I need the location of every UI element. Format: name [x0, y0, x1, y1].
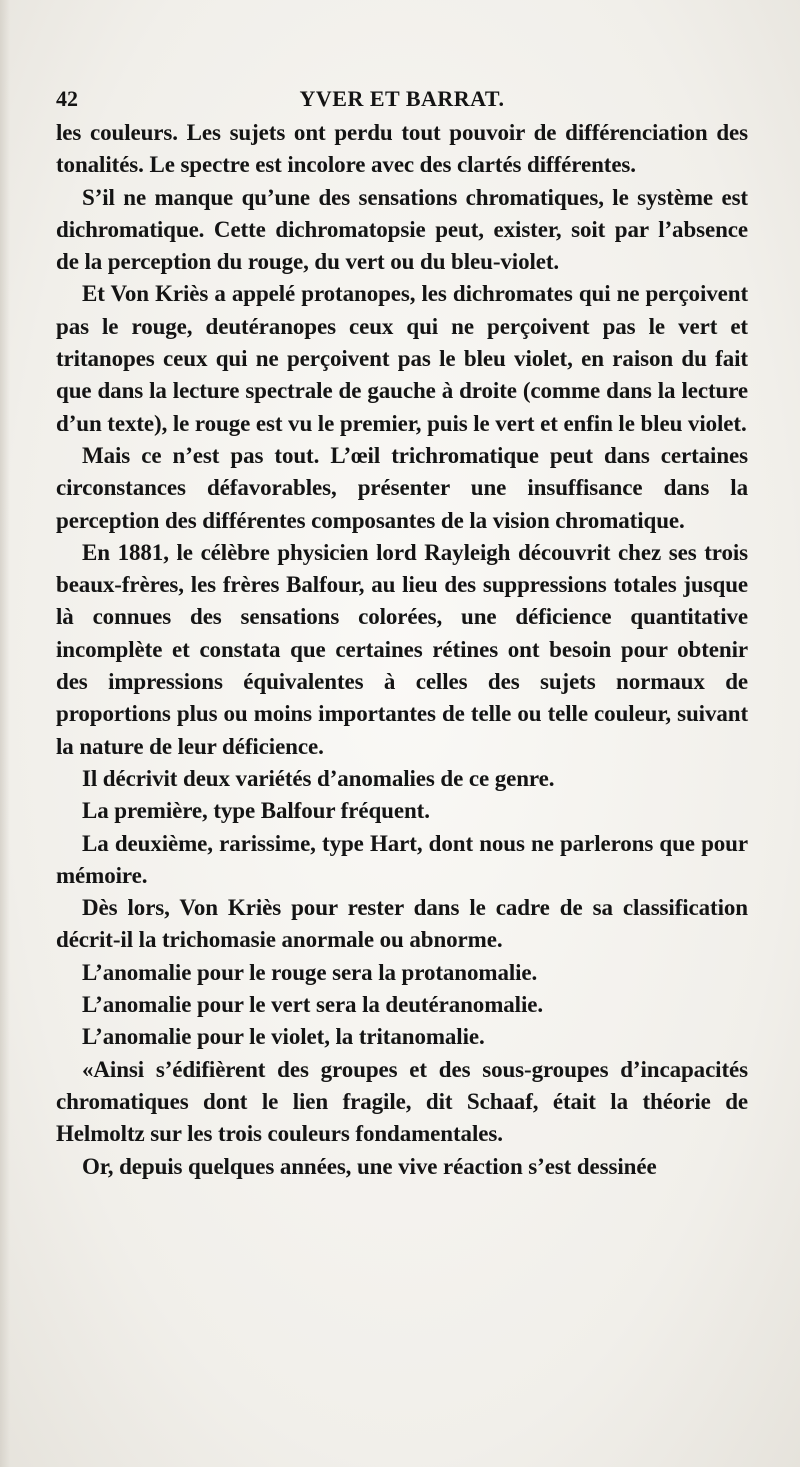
- paragraph: Mais ce n’est pas tout. L’œil trichromatique peut dans certaines circonstances défavorables, présenter une insuffisance dans la perception des différentes composantes de la vision chromatique.: [56, 442, 748, 533]
- page-number: 42: [56, 86, 78, 111]
- paragraph: L’anomalie pour le violet, la tritanomalie.: [82, 1024, 485, 1050]
- running-title: YVER ET BARRAT.: [299, 86, 505, 111]
- paragraph: L’anomalie pour le vert sera la deutéranomalie.: [82, 992, 543, 1018]
- body-text: [56, 117, 748, 1183]
- page-header: [56, 82, 748, 116]
- paragraph: Il décrivit deux variétés d’anomalies de ce genre.: [82, 765, 555, 791]
- paragraph: Dès lors, Von Kriès pour rester dans le cadre de sa classification décrit-il la trichomasie anormale ou abnorme.: [56, 895, 748, 953]
- paragraph: L’anomalie pour le rouge sera la protanomalie.: [82, 959, 538, 985]
- paragraph: S’il ne manque qu’une des sensations chromatiques, le système est dichromatique. Cette dichromatopsie peut, exister, soit par l’absence de la perception du rouge, du vert ou du bleu-violet.: [56, 184, 748, 275]
- paragraph: Or, depuis quelques années, une vive réaction s’est dessinée: [82, 1153, 657, 1179]
- paragraph: La première, type Balfour fréquent.: [82, 798, 430, 824]
- paragraph: Et Von Kriès a appelé protanopes, les dichromates qui ne perçoivent pas le rouge, deutéranopes ceux qui ne perçoivent pas le vert et tritanopes ceux qui ne perçoivent pas le bleu violet, en raison du fait que dans la lecture spectrale de gauche à droite (comme dans la lecture d’un texte), le rouge est vu le premier, puis le vert et enfin le bleu violet.: [56, 281, 748, 436]
- paragraph: En 1881, le célèbre physicien lord Rayleigh découvrit chez ses trois beaux-frères, les frères Balfour, au lieu des suppressions totales jusque là connues des sensations colorées, une déficience quantitative incomplète et constata que certaines rétines ont besoin pour obtenir des impressions équivalentes à celles des sujets normaux de proportions plus ou moins importantes de telle ou telle couleur, suivant la nature de leur déficience.: [56, 539, 748, 759]
- paragraph: les couleurs. Les sujets ont perdu tout pouvoir de différenciation des tonalités. Le spectre est incolore avec des clartés différentes.: [56, 120, 748, 178]
- page-gutter-shadow: [0, 0, 10, 1467]
- paragraph: La deuxième, rarissime, type Hart, dont nous ne parlerons que pour mémoire.: [56, 830, 748, 888]
- paragraph: «Ainsi s’édifièrent des groupes et des sous-groupes d’incapacités chromatiques dont le lien fragile, dit Schaaf, était la théorie de Helmoltz sur les trois couleurs fondamentales.: [56, 1056, 748, 1147]
